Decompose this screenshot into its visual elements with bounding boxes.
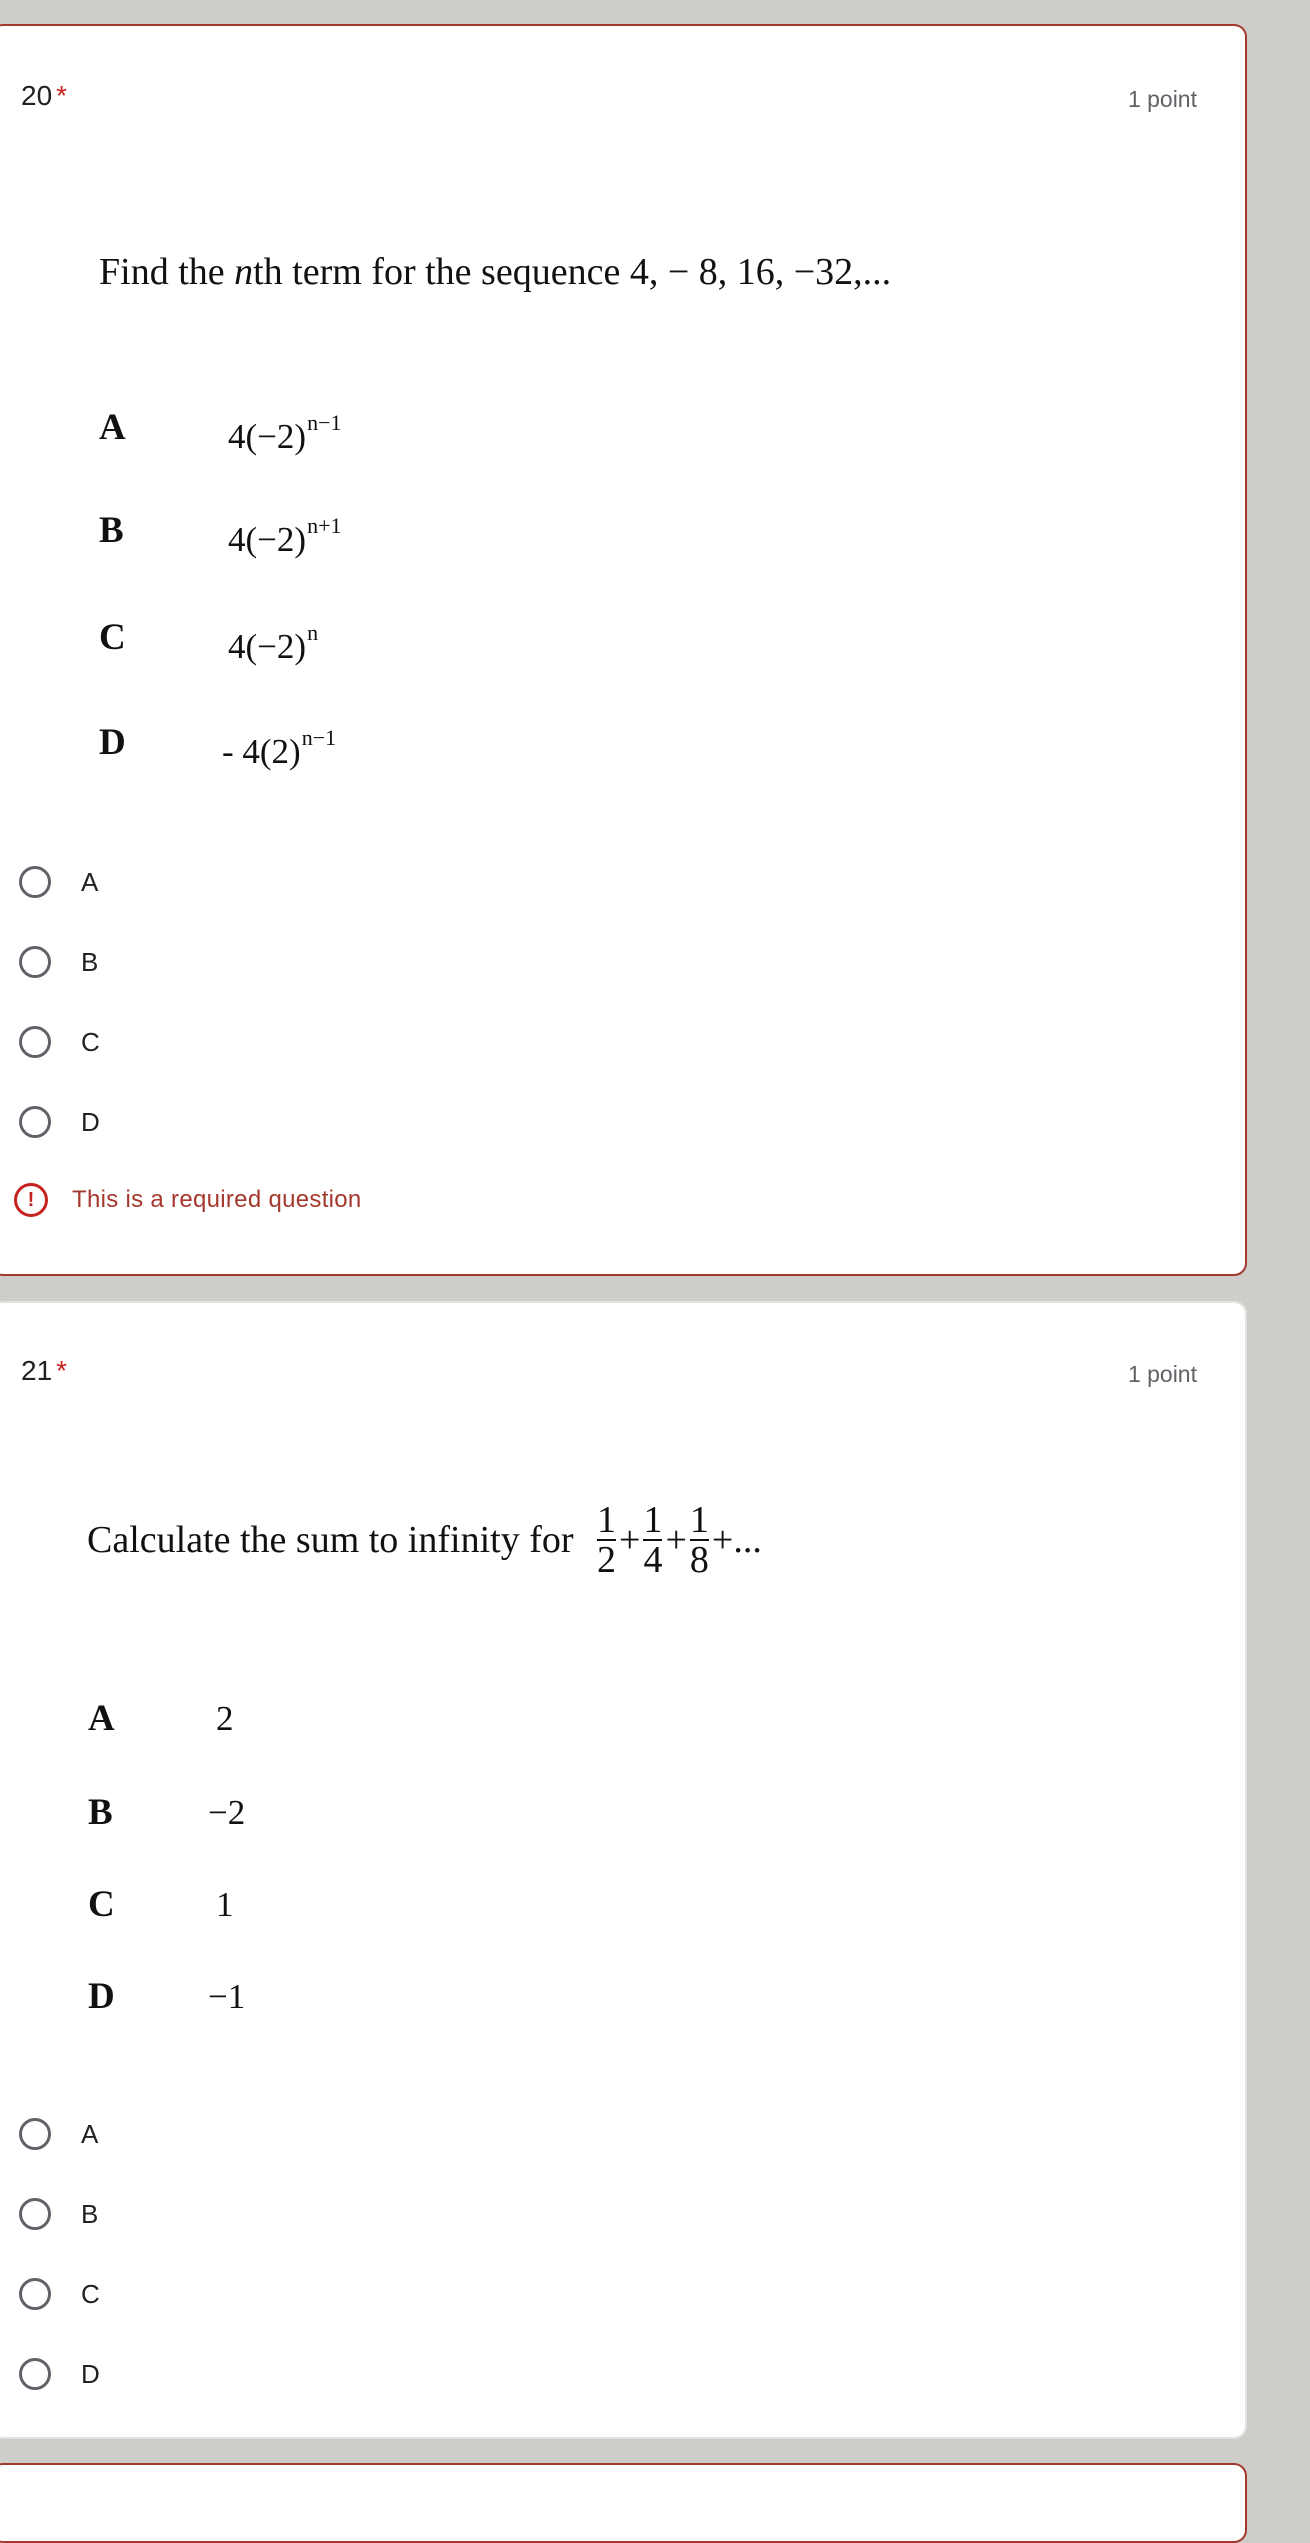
points-label: 1 point (1127, 86, 1197, 112)
fraction-term: $\frac{1}{4}$ (643, 1499, 663, 1581)
option-value-d: - $4(2)^{n-1}$ (222, 725, 337, 771)
question-card-20 (0, 24, 1247, 1276)
radio-circle[interactable] (19, 946, 51, 978)
option-letter-b: B (88, 1792, 113, 1833)
radio-circle[interactable] (19, 2278, 51, 2310)
radio-option-d[interactable] (19, 2352, 100, 2396)
question-number: 20 * (21, 80, 68, 111)
option-letter-b: B (99, 510, 124, 551)
radio-option-a[interactable] (19, 860, 98, 904)
prompt-tail: +... (711, 1519, 762, 1561)
option-value-d: −1 (208, 1977, 246, 2016)
question-card-next (0, 2463, 1247, 2543)
question-prompt: Find the nth term for the sequence 4, − 8, 16, −32,... (99, 251, 892, 293)
option-letter-d: D (99, 722, 126, 763)
radio-option-c[interactable] (19, 2272, 100, 2316)
radio-label: A (81, 2118, 99, 2149)
question-number: 21 * (21, 1355, 68, 1386)
radio-label: C (81, 2278, 100, 2309)
option-value-c: 1 (216, 1885, 234, 1924)
radio-label: C (81, 1026, 100, 1057)
required-asterisk: * (56, 1355, 68, 1386)
prompt-text: Calculate the sum to infinity for (87, 1519, 574, 1561)
option-letter-c: C (88, 1884, 115, 1925)
radio-label: D (81, 2358, 100, 2389)
question-card-21 (0, 1301, 1247, 2439)
radio-circle[interactable] (19, 2358, 51, 2390)
option-letter-a: A (88, 1698, 115, 1739)
required-asterisk: * (56, 80, 68, 111)
radio-label: B (81, 946, 99, 977)
option-value-a: $4(-2)^{n-1}$ (228, 410, 342, 456)
prompt-variable: n (234, 251, 254, 293)
radio-circle[interactable] (19, 1026, 51, 1058)
radio-circle[interactable] (19, 2198, 51, 2230)
radio-option-b[interactable] (19, 940, 98, 984)
option-letter-c: C (99, 617, 126, 658)
exclamation-circle-icon: ! (14, 1183, 48, 1217)
points-label: 1 point (1127, 1361, 1197, 1387)
option-value-c: $4(-2)^n$ (228, 620, 319, 666)
fraction-term: $\frac{1}{2}$ (597, 1499, 617, 1581)
radio-option-a[interactable] (19, 2112, 98, 2156)
radio-label: A (81, 866, 99, 897)
option-value-b: $4(-2)^{n+1}$ (228, 513, 342, 559)
option-letter-d: D (88, 1976, 115, 2017)
radio-circle[interactable] (19, 1106, 51, 1138)
fraction-term: $\frac{1}{8}$ (689, 1499, 709, 1581)
radio-circle[interactable] (19, 866, 51, 898)
radio-option-b[interactable] (19, 2192, 98, 2236)
required-error (14, 1183, 362, 1217)
radio-option-d[interactable] (19, 1100, 100, 1144)
radio-label: B (81, 2198, 99, 2229)
option-letter-a: A (99, 407, 126, 448)
prompt-sequence: 4, − 8, 16, −32,... (629, 251, 892, 293)
option-value-b: −2 (208, 1793, 246, 1832)
option-value-a: 2 (216, 1699, 234, 1738)
radio-circle[interactable] (19, 2118, 51, 2150)
radio-option-c[interactable] (19, 1020, 100, 1064)
radio-label: D (81, 1106, 100, 1137)
error-message: This is a required question (72, 1186, 362, 1213)
question-prompt: Calculate the sum to infinity for $\frac{1}{2}$ + $\frac{1}{4}$ + $\frac{1}{8}$ +... (87, 1499, 762, 1581)
